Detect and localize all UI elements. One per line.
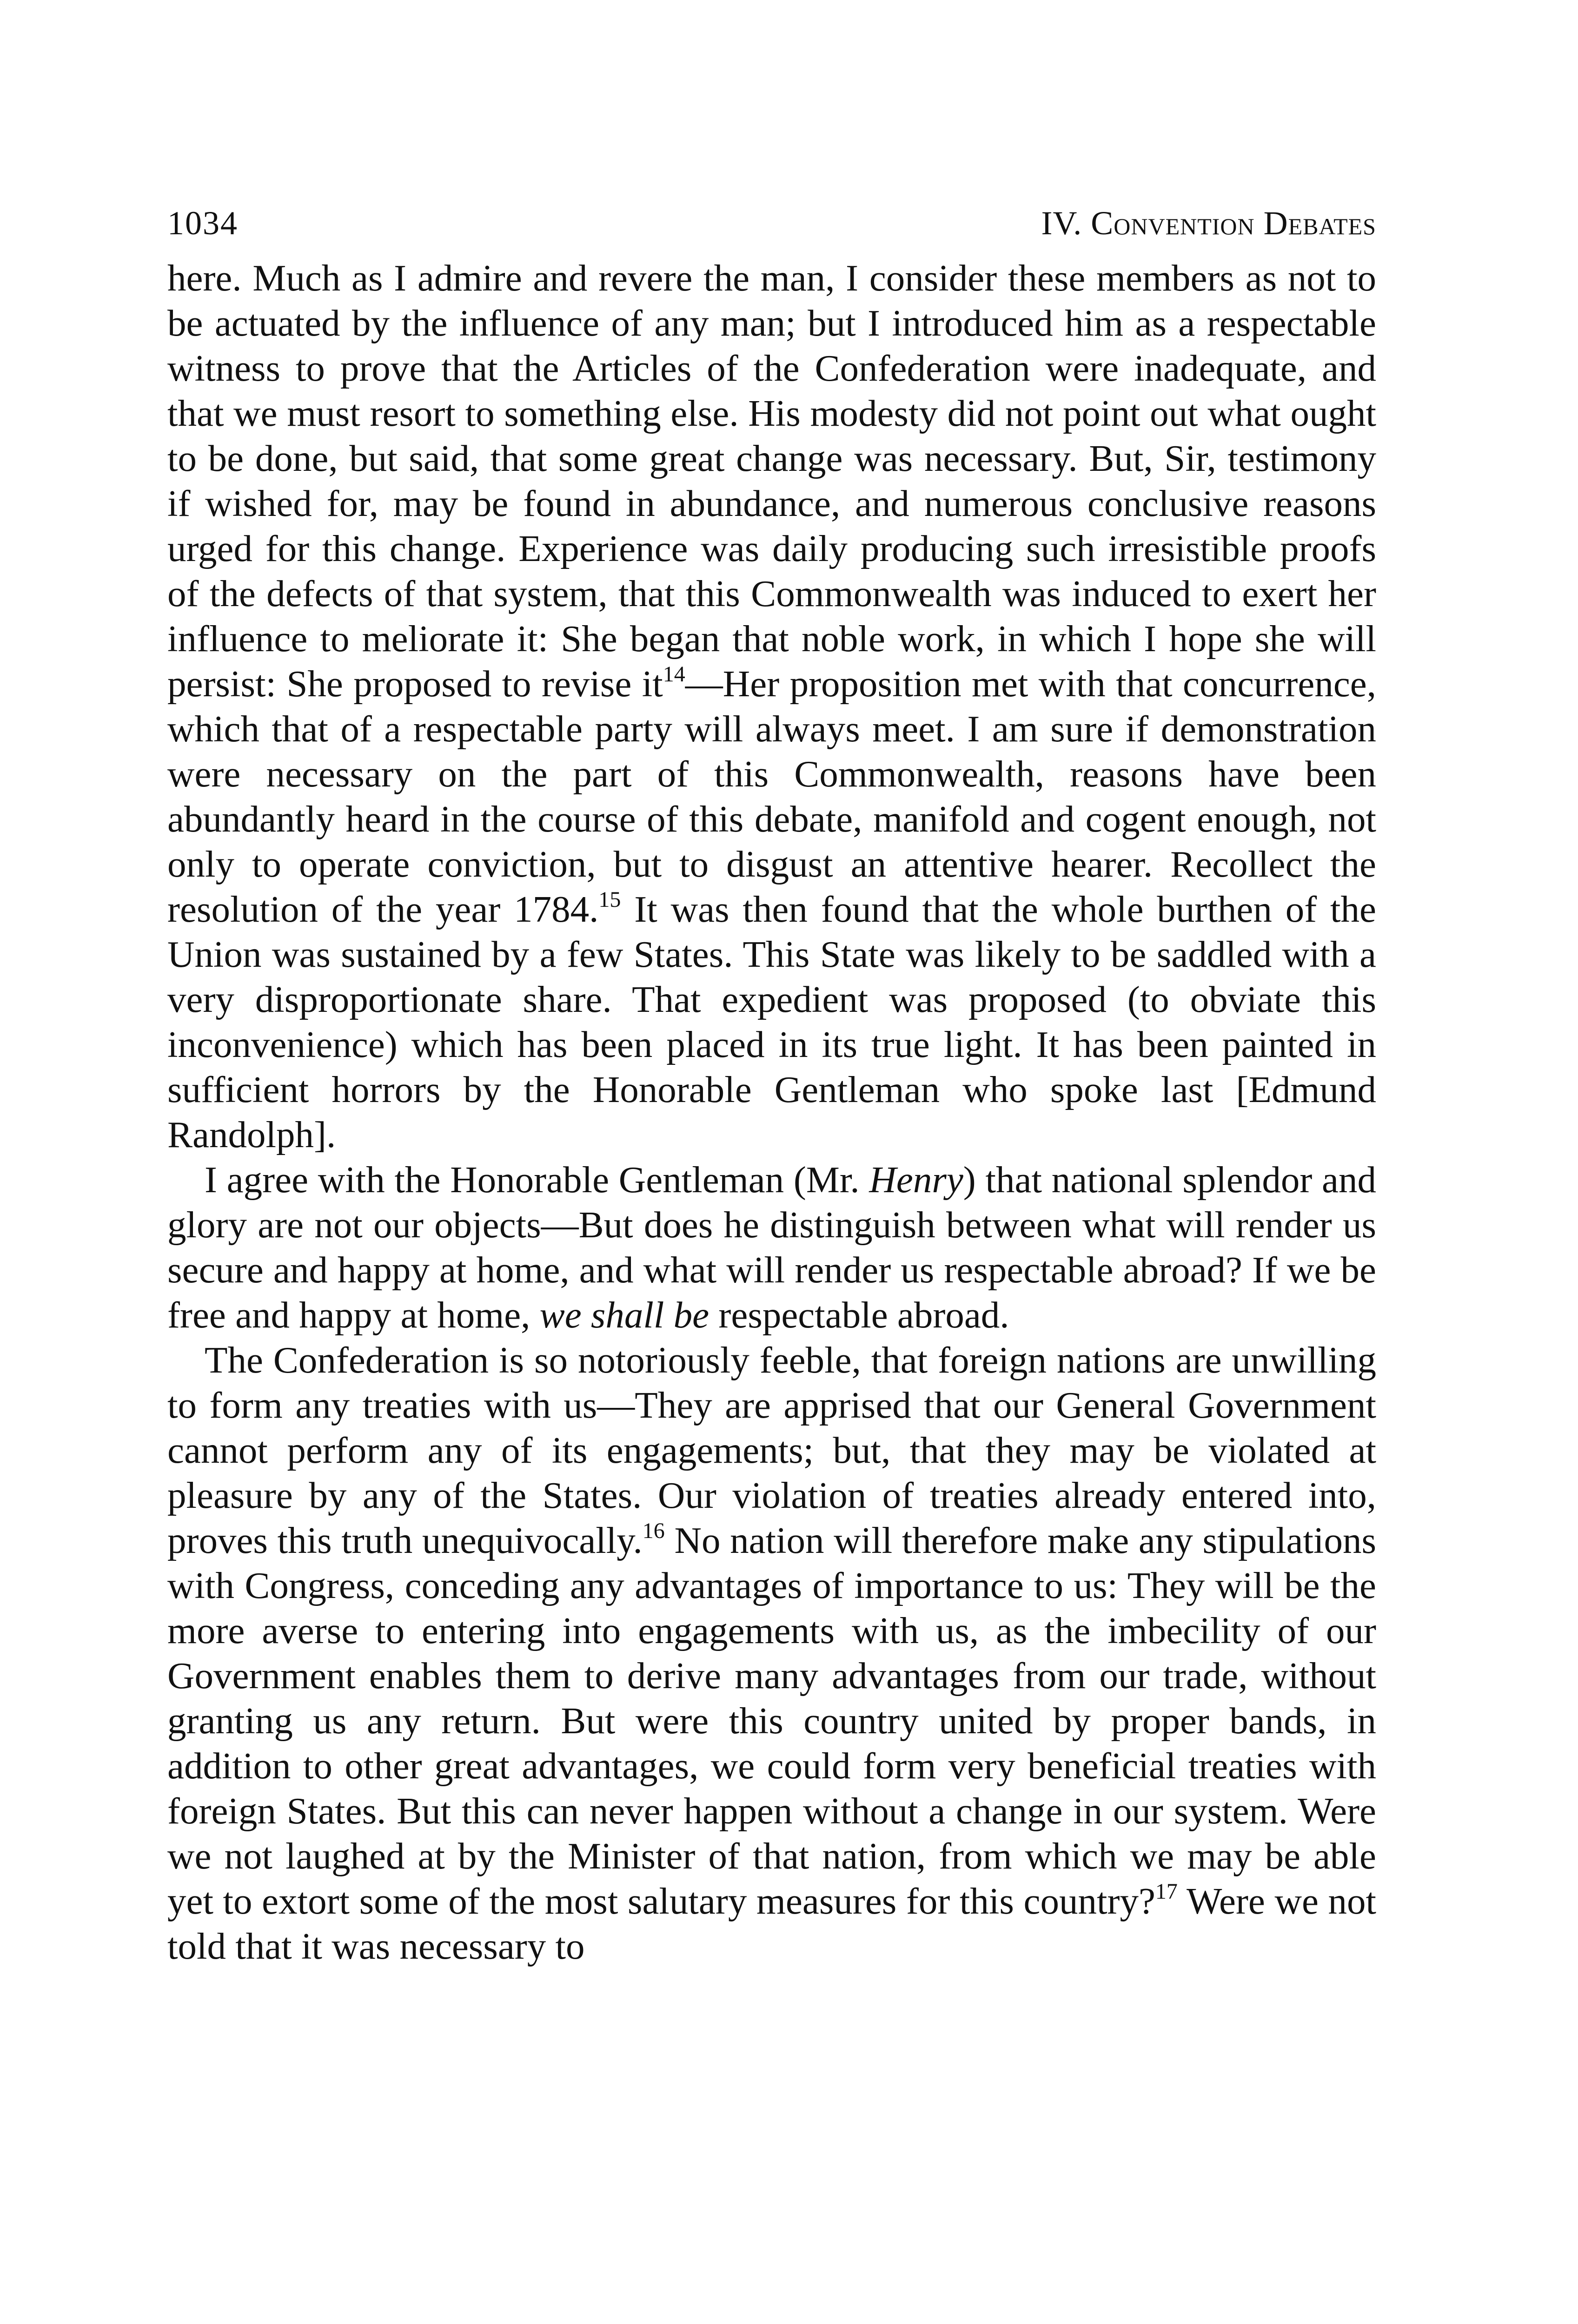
footnote-ref: 17 [1155, 1879, 1178, 1904]
text-run: here. Much as I admire and revere the man, I consider these members as not to be actuated by the influence of any man; but I introduced him as a respectable witness to prove that the Articles of the Confederation were inadequate, and that we must resort to something else. His modesty did not point out what ought to be done, but said, that some great change was necessary. But, Sir, testimony if wished for, may be found in abundance, and numerous conclusive reasons urged for this change. Experience was daily producing such irresistible proofs of the defects of that system, that this Commonwealth was induced to exert her influence to meliorate it: She began that noble work, in which I hope she will persist: She proposed to revise it [167, 257, 1376, 705]
text-run: The Confederation is so notoriously feeble, that foreign nations are unwilling to form any treaties with us—They are apprised that our General Government cannot perform any of its engagements; but, that they may be violated at pleasure by any of the States. Our violation of treaties already entered into, proves this truth unequivocally. [167, 1339, 1376, 1561]
text-run: I agree with the Honorable Gentleman (Mr. [205, 1159, 869, 1201]
footnote-ref: 15 [598, 887, 621, 912]
italic-run: we shall be [539, 1294, 709, 1336]
text-run: —Her proposition met with that concurrence, which that of a respectable party will always meet. I am sure if demonstration were necessary on the part of this Commonwealth, reasons have been abundantly heard in the course of this debate, manifold and cogent enough, not only to operate conviction, but to disgust an attentive hearer. Recollect the resolution of the year 1784. [167, 663, 1376, 930]
text-run: No nation will therefore make any stipulations with Congress, conceding any advantages of importance to us: They will be the more averse to entering into engagements with us, as the imbecility of our Government enables them to derive many advantages from our trade, without granting us any return. But were this country united by proper bands, in addition to other great advantages, we could form very beneficial treaties with foreign States. But this can never happen without a change in our system. Were we not laughed at by the Minister of that nation, from which we may be able yet to extort some of the most salutary measures for this country? [167, 1519, 1377, 1922]
paragraph [167, 256, 1376, 1157]
section-title: IV. Convention Debates [1041, 205, 1376, 242]
book-page [167, 195, 1376, 1969]
footnote-ref: 16 [642, 1519, 665, 1543]
text-run: It was then found that the whole burthen of the Union was sustained by a few States. This State was likely to be saddled with a very disproportionate share. That expedient was proposed (to obviate this inconvenience) which has been placed in its true light. It has been painted in sufficient horrors by the Honorable Gentleman who spoke last [Edmund Randolph]. [167, 888, 1376, 1155]
body-text [167, 256, 1376, 1969]
text-run: ) that national splendor and glory are not our objects—But does he distinguish between what will render us secure and happy at home, and what will render us respectable abroad? If we be free and happy at home, [167, 1159, 1376, 1336]
text-run: respectable abroad. [709, 1294, 1009, 1336]
paragraph [167, 1338, 1376, 1969]
text-run: Were we not told that it was necessary to [167, 1880, 1376, 1967]
page-number: 1034 [167, 205, 238, 242]
italic-run: Henry [869, 1159, 963, 1201]
paragraph [167, 1157, 1376, 1338]
running-head [167, 195, 1376, 251]
footnote-ref: 14 [663, 662, 685, 687]
